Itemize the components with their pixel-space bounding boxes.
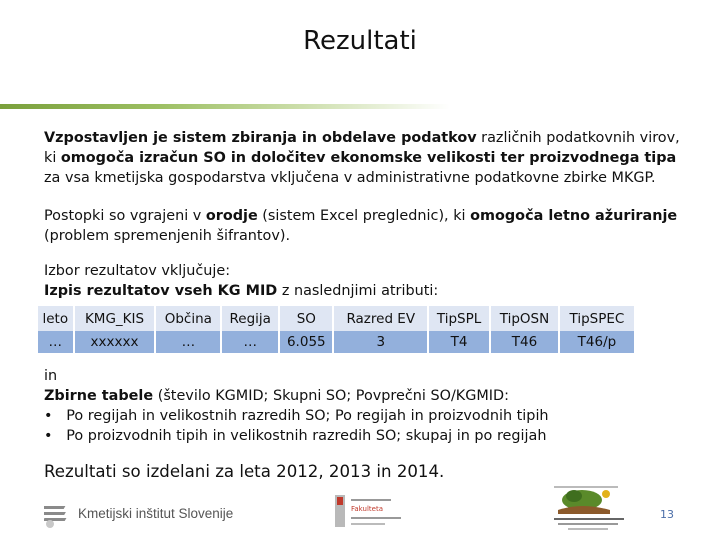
attributes-table bbox=[36, 306, 636, 353]
bullet-icon: • bbox=[44, 428, 53, 444]
col-header-regija: Regija bbox=[222, 306, 278, 331]
faculty-logo-text: Fakulteta bbox=[351, 505, 383, 513]
paragraph-years: Rezultati so izdelani za leta 2012, 2013 in 2014. bbox=[44, 462, 445, 481]
col-header-tipspec: TipSPEC bbox=[560, 306, 634, 331]
table-cell: … bbox=[156, 331, 220, 353]
p4-text-1: (število KGMID; Skupni SO; Povprečni SO/KGMID: bbox=[153, 388, 509, 404]
list-item bbox=[44, 426, 684, 446]
p4-bold-1: Zbirne tabele bbox=[44, 388, 154, 404]
kis-logo-text: Kmetijski inštitut Slovenije bbox=[78, 506, 234, 521]
title-underline bbox=[0, 104, 450, 109]
paragraph-system bbox=[44, 128, 684, 188]
table-header-row bbox=[38, 306, 634, 331]
page-number: 13 bbox=[660, 508, 674, 521]
paragraph-procedures bbox=[44, 206, 684, 246]
table-cell: … bbox=[38, 331, 73, 353]
col-header-tipspl: TipSPL bbox=[429, 306, 489, 331]
table-cell: T46/p bbox=[560, 331, 634, 353]
p3-line-1: Izbor rezultatov vključuje: bbox=[44, 263, 231, 279]
col-header-leto: leto bbox=[38, 306, 73, 331]
col-header-so: SO bbox=[280, 306, 332, 331]
p1-bold-1: Vzpostavljen je sistem zbiranja in obdelave podatkov bbox=[44, 130, 477, 146]
bullet-text: Po regijah in velikostnih razredih SO; Po regijah in proizvodnih tipih bbox=[66, 408, 549, 424]
p2-text-1: Postopki so vgrajeni v bbox=[44, 208, 206, 224]
paragraph-results-selection bbox=[44, 261, 684, 301]
table-cell: T46 bbox=[491, 331, 558, 353]
col-header-kmg-kis: KMG_KIS bbox=[75, 306, 155, 331]
slide-title: Rezultati bbox=[303, 26, 417, 56]
table-cell: 6.055 bbox=[280, 331, 332, 353]
col-header-tiposn: TipOSN bbox=[491, 306, 558, 331]
table-cell: xxxxxx bbox=[75, 331, 155, 353]
list-item bbox=[44, 406, 684, 426]
program-logo bbox=[548, 482, 632, 532]
p2-bold-2: omogoča letno ažuriranje bbox=[470, 208, 678, 224]
p3-text-1: z naslednjimi atributi: bbox=[277, 283, 439, 299]
col-header-razred-ev: Razred EV bbox=[334, 306, 427, 331]
p1-bold-2: omogoča izračun SO in določitev ekonomske velikosti ter proizvodnega tipa bbox=[60, 150, 677, 166]
p4-line-1: in bbox=[44, 368, 58, 384]
p1-text-1: različnih podatkovnih virov, ki bbox=[44, 130, 680, 166]
p3-line-2 bbox=[44, 281, 684, 301]
table-cell: 3 bbox=[334, 331, 427, 353]
p3-bold-1: Izpis rezultatov vseh KG MID bbox=[44, 283, 278, 299]
p1-text-2: za vsa kmetijska gospodarstva vključena v administrativne podatkovne zbirke MKGP. bbox=[44, 170, 656, 186]
table-cell: T4 bbox=[429, 331, 489, 353]
p2-text-3: (problem spremenjenih šifrantov). bbox=[44, 228, 291, 244]
table-cell: … bbox=[222, 331, 278, 353]
table-row bbox=[38, 331, 634, 353]
faculty-logo bbox=[333, 493, 417, 529]
p2-bold-1: orodje bbox=[205, 208, 258, 224]
paragraph-summary-tables bbox=[44, 366, 684, 446]
bullet-icon: • bbox=[44, 408, 53, 424]
p4-line-2 bbox=[44, 386, 684, 406]
p2-text-2: (sistem Excel preglednic), ki bbox=[257, 208, 471, 224]
bullet-text: Po proizvodnih tipih in velikostnih razredih SO; skupaj in po regijah bbox=[66, 428, 547, 444]
col-header-obcina: Občina bbox=[156, 306, 220, 331]
